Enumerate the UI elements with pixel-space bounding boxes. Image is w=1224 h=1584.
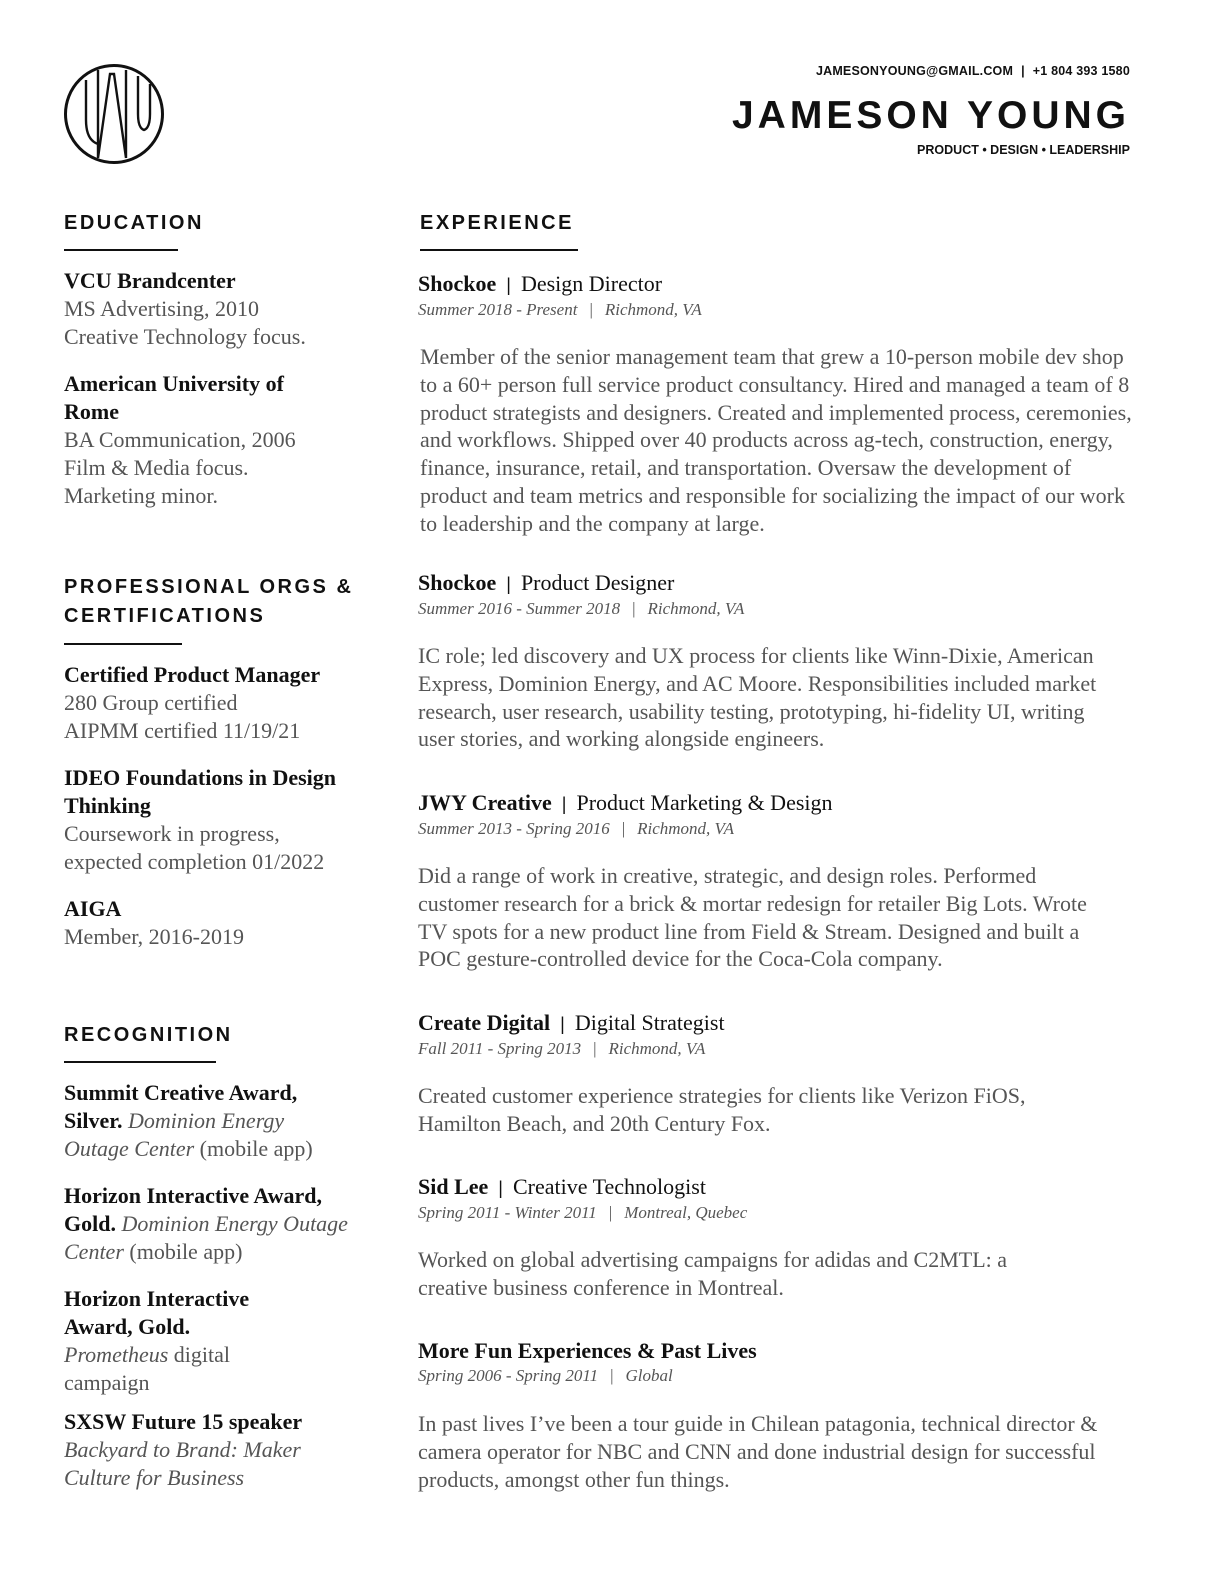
award-item (64, 1079, 344, 1163)
job-company: More Fun Experiences & Past Lives (418, 1338, 757, 1363)
job-location: Global (625, 1366, 673, 1385)
job-separator: | (498, 1178, 503, 1198)
job-dates: Summer 2016 - Summer 2018 (418, 599, 621, 618)
job-separator: | (610, 1366, 614, 1385)
job-separator: | (632, 599, 636, 618)
award-title: SXSW Future 15 speaker (64, 1409, 303, 1434)
job-dates: Summer 2013 - Spring 2016 (418, 819, 610, 838)
award-item (64, 1285, 274, 1397)
org-line: AIPMM certified 11/19/21 (64, 718, 301, 743)
award-title: Summit Creative Award, Silver. (64, 1080, 298, 1133)
award-title: Horizon Interactive Award, Gold. (64, 1286, 250, 1339)
contact-separator: | (1021, 64, 1025, 78)
award-type: (mobile app) (199, 1136, 313, 1161)
org-title: AIGA (64, 896, 122, 921)
job-description: In past lives I’ve been a tour guide in Chilean patagonia, technical director & camera operator for NBC and CNN and done industrial design for successful products, amongst other fun things. (418, 1411, 1098, 1492)
resume-tagline: PRODUCT • DESIGN • LEADERSHIP (917, 143, 1130, 157)
award-item (64, 1182, 376, 1266)
job-dates: Summer 2018 - Present (418, 300, 578, 319)
job-entry (418, 1337, 757, 1387)
job-separator: | (593, 1039, 597, 1058)
job-role: Design Director (520, 271, 663, 296)
org-title: IDEO Foundations in Design Thinking (64, 765, 337, 818)
experience-rule (420, 249, 578, 251)
job-role: Product Marketing & Design (576, 790, 833, 815)
recognition-rule (64, 1061, 216, 1063)
job-location: Richmond, VA (604, 300, 702, 319)
education-line: BA Communication, 2006 (64, 427, 296, 452)
award-title: Horizon Interactive Award, Gold. (64, 1183, 323, 1236)
job-dates: Spring 2006 - Spring 2011 (418, 1366, 599, 1385)
job-separator: | (506, 275, 511, 295)
job-dates: Fall 2011 - Spring 2013 (418, 1039, 582, 1058)
org-line: expected completion 01/2022 (64, 849, 325, 874)
orgs-rule (64, 643, 182, 645)
jwy-monogram-logo-icon (62, 62, 166, 166)
education-title: American University of Rome (64, 371, 284, 424)
job-company: Shockoe (418, 271, 497, 296)
job-separator: | (589, 300, 593, 319)
job-separator: | (621, 819, 626, 838)
job-company: JWY Creative (418, 790, 552, 815)
education-line: Film & Media focus. (64, 455, 249, 480)
resume-name: JAMESON YOUNG (731, 94, 1130, 137)
email-link[interactable]: JAMESONYOUNG@GMAIL.COM (815, 64, 1014, 78)
org-item (64, 661, 384, 745)
experience-heading: EXPERIENCE (420, 212, 574, 234)
orgs-heading (64, 573, 353, 631)
job-entry (418, 1009, 725, 1060)
education-line: MS Advertising, 2010 (64, 296, 259, 321)
job-separator: | (561, 794, 567, 814)
education-rule (64, 249, 178, 251)
job-dates: Spring 2011 - Winter 2011 (418, 1203, 597, 1222)
education-item (64, 370, 324, 510)
org-item (64, 895, 384, 951)
org-item (64, 764, 374, 876)
education-title: VCU Brandcenter (64, 268, 236, 293)
job-separator: | (608, 1203, 613, 1222)
orgs-heading-line: CERTIFICATIONS (64, 605, 266, 627)
org-line: Coursework in progress, (64, 821, 280, 846)
job-description: Member of the senior management team that grew a 10-person mobile dev shop to a 60+ person full service product consultancy. Hired and managed a team of 8 product strategists and designers. Created and implemented process, ceremonies, and workflows. Shipped over 40 products across ag-tech, construction, energy, finance, insurance, retail, and transportation. Oversaw the development of product and team metrics and responsible for socializing the impact of our work to leadership and the company at large. (420, 344, 1132, 536)
job-separator: | (506, 574, 511, 594)
award-project: Dominion Energy Outage Center (64, 1108, 285, 1161)
org-line: Member, 2016-2019 (64, 924, 244, 949)
org-line: 280 Group certified (64, 690, 238, 715)
job-location: Richmond, VA (608, 1039, 706, 1058)
job-role: Creative Technologist (512, 1174, 706, 1199)
job-entry (418, 1173, 747, 1224)
org-title: Certified Product Manager (64, 662, 321, 687)
job-location: Montreal, Quebec (624, 1203, 748, 1222)
award-item (64, 1408, 334, 1492)
phone-link[interactable]: +1 804 393 1580 (1032, 64, 1130, 78)
job-company: Create Digital (418, 1010, 551, 1035)
job-entry (418, 569, 744, 620)
recognition-heading: RECOGNITION (64, 1024, 233, 1046)
job-company: Sid Lee (418, 1174, 489, 1199)
award-project: Dominion Energy Outage Center (64, 1211, 348, 1264)
job-location: Richmond, VA (637, 819, 735, 838)
job-description: Worked on global advertising campaigns for adidas and C2MTL: a creative business conference in Montreal. (418, 1247, 1008, 1300)
job-role: Digital Strategist (574, 1010, 725, 1035)
contact-line (816, 64, 1130, 78)
job-role: Product Designer (520, 570, 675, 595)
job-description: IC role; led discovery and UX process for clients like Winn-Dixie, American Express, Dominion Energy, and AC Moore. Responsibilities included market research, user research, usability testing, prototyping, hi-fidelity UI, writing user stories, and working alongside engineers. (418, 643, 1097, 752)
job-separator: | (560, 1014, 565, 1034)
award-type: digital campaign (64, 1342, 230, 1395)
job-location: Richmond, VA (647, 599, 745, 618)
job-description: Did a range of work in creative, strategic, and design roles. Performed customer research for a brick & mortar redesign for retailer Big Lots. Wrote TV spots for a new product line from Field & Stream. Designed and built a POC gesture-controlled device for the Coca-Cola company. (418, 863, 1087, 972)
award-project: Backyard to Brand: Maker Culture for Business (64, 1437, 301, 1490)
job-company: Shockoe (418, 570, 497, 595)
job-description: Created customer experience strategies for clients like Verizon FiOS, Hamilton Beach, and 20th Century Fox. (418, 1083, 1026, 1136)
job-entry (418, 270, 702, 321)
education-line: Creative Technology focus. (64, 324, 306, 349)
orgs-heading-line: PROFESSIONAL ORGS & (64, 576, 354, 598)
award-project: Prometheus (64, 1342, 169, 1367)
education-item (64, 267, 384, 351)
job-entry (418, 789, 833, 840)
education-line: Marketing minor. (64, 483, 218, 508)
award-type: (mobile app) (129, 1239, 243, 1264)
education-heading: EDUCATION (64, 212, 204, 234)
